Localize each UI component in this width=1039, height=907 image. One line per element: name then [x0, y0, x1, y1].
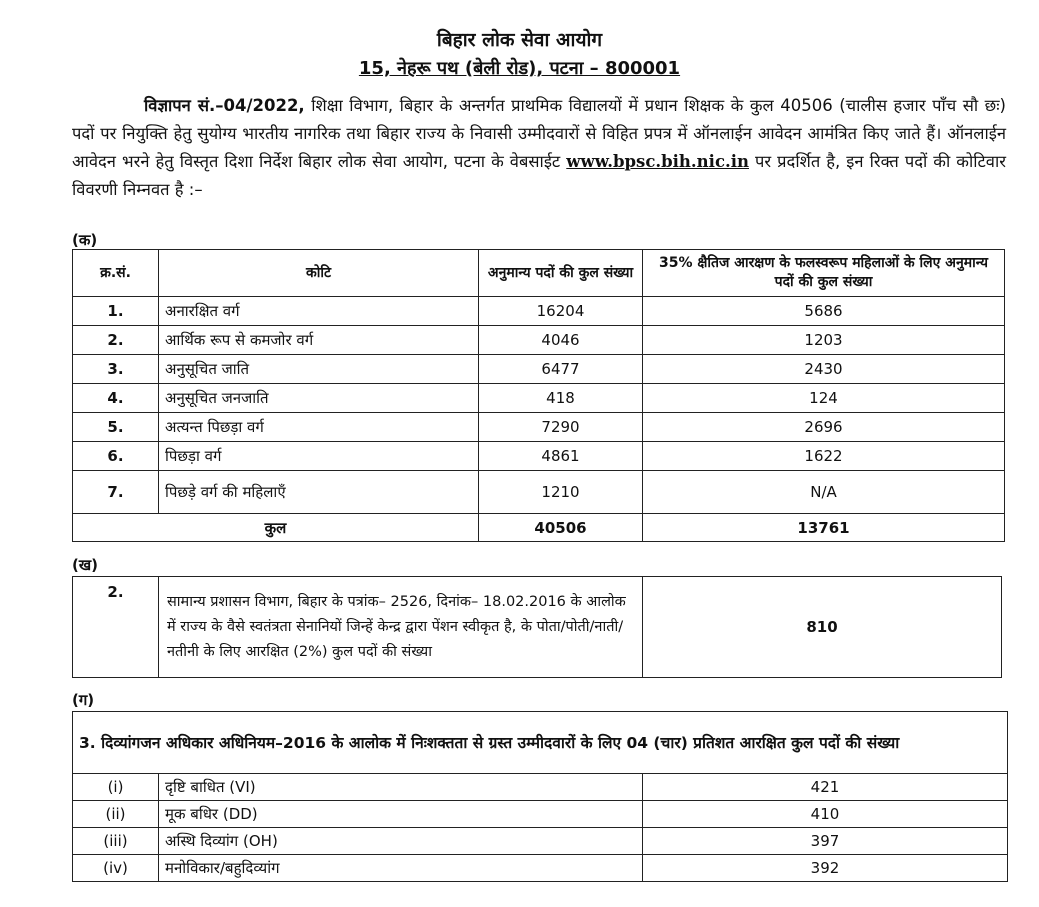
table-row [73, 774, 1008, 801]
table-row [73, 442, 1005, 471]
row-category: अनुसूचित जनजाति [159, 384, 479, 413]
row-posts: 4046 [479, 326, 643, 355]
disability-note: 3. दिव्यांगजन अधिकार अधिनियम–2016 के आलोक में निःशक्तता से ग्रस्त उम्मीदवारों के लिए 04 (चार) प्रतिशत आरक्षित कुल पदों की संख्या [73, 712, 1008, 774]
header-women-posts: 35% क्षैतिज आरक्षण के फलस्वरूप महिलाओं के लिए अनुमान्य पदों की कुल संख्या [643, 250, 1005, 297]
row-posts: 7290 [479, 413, 643, 442]
header-category: कोटि [159, 250, 479, 297]
row-category: पिछड़े वर्ग की महिलाएँ [159, 471, 479, 514]
row-women: 124 [643, 384, 1005, 413]
table-row [73, 297, 1005, 326]
row-category: आर्थिक रूप से कमजोर वर्ग [159, 326, 479, 355]
ad-number: विज्ञापन सं.–04/2022, [144, 96, 305, 115]
row-sn: (ii) [73, 801, 159, 828]
org-address-line [0, 56, 1039, 80]
table-row [73, 384, 1005, 413]
row-sn: 2. [73, 326, 159, 355]
website-link[interactable]: www.bpsc.bih.nic.in [566, 152, 749, 171]
row-value: 421 [643, 774, 1008, 801]
section-b-marker: (ख) [72, 556, 98, 574]
row-category: दृष्टि बाधित (VI) [159, 774, 643, 801]
row-sn: 6. [73, 442, 159, 471]
row-description: सामान्य प्रशासन विभाग, बिहार के पत्रांक– 2526, दिनांक– 18.02.2016 के आलोक में राज्य के वैसे स्वतंत्रता सेनानियों जिन्हें केन्द्र द्वारा पेंशन स्वीकृत है, के पोता/पोती/नाती/नतीनी के लिए आरक्षित (2%) कुल पदों की संख्या [159, 577, 643, 678]
row-women: 5686 [643, 297, 1005, 326]
row-posts: 16204 [479, 297, 643, 326]
row-category: अनुसूचित जाति [159, 355, 479, 384]
row-sn: 4. [73, 384, 159, 413]
row-category: अस्थि दिव्यांग (OH) [159, 828, 643, 855]
row-category: अनारक्षित वर्ग [159, 297, 479, 326]
category-table-header [73, 250, 1005, 297]
intro-text-1: शिक्षा विभाग, बिहार के अन्तर्गत प्राथमिक विद्यालयों में प्रधान शिक्षक के कुल 40506 (चालीस हजार पाँच सौ छः) पदों पर नियुक्ति हेतु सुयोग्य भारतीय नागरिक तथा बिहार राज्य के निवासी उम्मीदवारों से विहित प्रपत्र में ऑनलाईन आवेदन आमंत्रित किए जाते हैं। ऑनलाईन आवेदन भरने हेतु विस्तृत दिशा निर्देश बिहार लोक सेवा आयोग, पटना के वेबसाईट [72, 96, 1006, 171]
table-row [73, 326, 1005, 355]
row-sn: 5. [73, 413, 159, 442]
total-label: कुल [73, 514, 479, 542]
row-sn: 3. [73, 355, 159, 384]
row-women: 1203 [643, 326, 1005, 355]
row-sn: 2. [73, 577, 159, 678]
table-row [73, 855, 1008, 882]
disability-table [72, 711, 1008, 882]
row-posts: 6477 [479, 355, 643, 384]
intro-paragraph [72, 92, 1006, 204]
table-row [73, 471, 1005, 514]
row-category: मनोविकार/बहुदिव्यांग [159, 855, 643, 882]
intro-text-2: पर प्रदर्शित है, इन रिक्त पदों की कोटिवार विवरणी निम्नवत है :– [72, 152, 1006, 199]
table-row [73, 577, 1002, 678]
row-value: 392 [643, 855, 1008, 882]
row-sn: 7. [73, 471, 159, 514]
row-category: मूक बधिर (DD) [159, 801, 643, 828]
org-title: बिहार लोक सेवा आयोग [436, 29, 603, 51]
row-value: 397 [643, 828, 1008, 855]
row-posts: 1210 [479, 471, 643, 514]
total-posts: 40506 [479, 514, 643, 542]
row-sn: (iii) [73, 828, 159, 855]
table-row [73, 355, 1005, 384]
row-posts: 418 [479, 384, 643, 413]
section-c-marker: (ग) [72, 691, 95, 709]
freedom-fighter-table [72, 576, 1002, 678]
table-row [73, 413, 1005, 442]
table-row [73, 801, 1008, 828]
org-address: 15, नेहरू पथ (बेली रोड), पटना – 800001 [358, 58, 681, 79]
header-sn: क्र.सं. [73, 250, 159, 297]
row-category: पिछड़ा वर्ग [159, 442, 479, 471]
row-women: 2696 [643, 413, 1005, 442]
row-posts: 4861 [479, 442, 643, 471]
row-value: 810 [643, 577, 1002, 678]
row-women: N/A [643, 471, 1005, 514]
row-sn: (i) [73, 774, 159, 801]
row-sn: (iv) [73, 855, 159, 882]
total-row [73, 514, 1005, 542]
row-women: 2430 [643, 355, 1005, 384]
section-a-marker: (क) [72, 231, 98, 249]
header-total-posts: अनुमान्य पदों की कुल संख्या [479, 250, 643, 297]
table-row [73, 828, 1008, 855]
row-women: 1622 [643, 442, 1005, 471]
row-sn: 1. [73, 297, 159, 326]
row-category: अत्यन्त पिछड़ा वर्ग [159, 413, 479, 442]
total-women: 13761 [643, 514, 1005, 542]
category-table [72, 249, 1005, 542]
disability-note-row [73, 712, 1008, 774]
row-value: 410 [643, 801, 1008, 828]
